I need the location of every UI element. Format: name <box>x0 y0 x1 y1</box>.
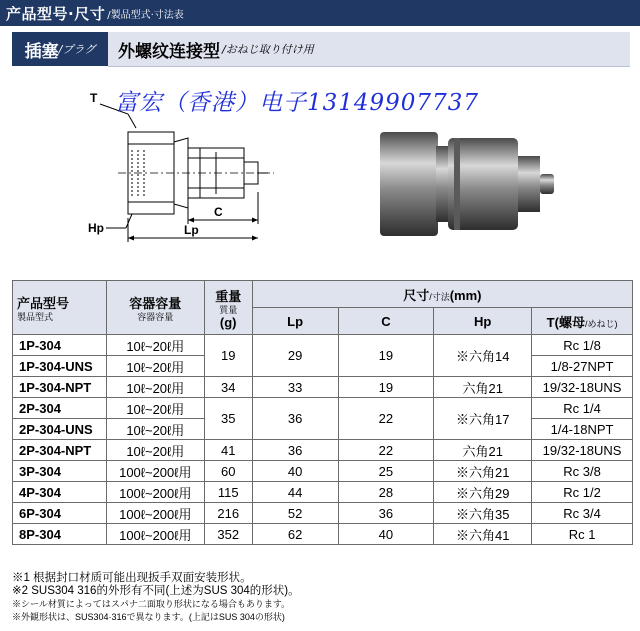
lp-cell: 36 <box>252 398 338 440</box>
capacity-cell: 10ℓ~20ℓ用 <box>106 419 204 440</box>
t-cell: Rc 3/4 <box>532 503 633 524</box>
section-header <box>12 32 630 66</box>
capacity-cell: 10ℓ~20ℓ用 <box>106 335 204 356</box>
footnote-4: ※外観形状は、SUS304·316で異なります。(上記はSUS 304の形状) <box>12 612 285 622</box>
header-dimensions: 尺寸/寸法(mm) <box>252 281 632 308</box>
model-cell: 8P-304 <box>13 524 107 545</box>
header-lp: Lp <box>252 308 338 335</box>
weight-cell: 41 <box>204 440 252 461</box>
c-cell: 25 <box>338 461 434 482</box>
drawing-label-hp: Hp <box>88 221 104 235</box>
c-cell: 28 <box>338 482 434 503</box>
section-type <box>108 32 630 67</box>
capacity-cell: 10ℓ~20ℓ用 <box>106 440 204 461</box>
lp-cell: 52 <box>252 503 338 524</box>
model-cell: 6P-304 <box>13 503 107 524</box>
header-c: C <box>338 308 434 335</box>
header-weight: 重量 質量 (g) <box>204 281 252 335</box>
model-cell: 1P-304-UNS <box>13 356 107 377</box>
weight-cell: 19 <box>204 335 252 377</box>
header-bar <box>0 0 640 26</box>
t-cell: 19/32-18UNS <box>532 377 633 398</box>
t-cell: 19/32-18UNS <box>532 440 633 461</box>
weight-cell: 60 <box>204 461 252 482</box>
weight-cell: 34 <box>204 377 252 398</box>
capacity-cell: 10ℓ~20ℓ用 <box>106 356 204 377</box>
footnote-1: ※1 根据封口材质可能出现扳手双面安装形状。 <box>12 572 252 584</box>
hp-cell: 六角21 <box>434 377 532 398</box>
capacity-cell: 100ℓ~200ℓ用 <box>106 503 204 524</box>
capacity-cell: 10ℓ~20ℓ用 <box>106 398 204 419</box>
model-cell: 2P-304-NPT <box>13 440 107 461</box>
section-category <box>12 32 108 66</box>
model-cell: 2P-304 <box>13 398 107 419</box>
capacity-cell: 10ℓ~20ℓ用 <box>106 377 204 398</box>
t-cell: 1/8-27NPT <box>532 356 633 377</box>
hp-cell: ※六角35 <box>434 503 532 524</box>
table-row <box>13 503 633 524</box>
header-title: 产品型号·尺寸 <box>6 4 106 23</box>
watermark-text: 富宏（香港）电子13149907737 <box>115 90 479 116</box>
section-category-sub: /プラグ <box>58 43 96 56</box>
weight-cell: 352 <box>204 524 252 545</box>
table-row <box>13 524 633 545</box>
c-cell: 19 <box>338 377 434 398</box>
drawing-label-c: C <box>214 205 223 219</box>
drawing-label-lp: Lp <box>184 223 199 237</box>
t-cell: Rc 1/4 <box>532 398 633 419</box>
weight-cell: 35 <box>204 398 252 440</box>
table-row <box>13 377 633 398</box>
c-cell: 22 <box>338 440 434 461</box>
model-cell: 2P-304-UNS <box>13 419 107 440</box>
table-row <box>13 482 633 503</box>
capacity-cell: 100ℓ~200ℓ用 <box>106 524 204 545</box>
model-cell: 4P-304 <box>13 482 107 503</box>
model-cell: 3P-304 <box>13 461 107 482</box>
lp-cell: 44 <box>252 482 338 503</box>
weight-cell: 216 <box>204 503 252 524</box>
lp-cell: 40 <box>252 461 338 482</box>
model-cell: 1P-304-NPT <box>13 377 107 398</box>
c-cell: 36 <box>338 503 434 524</box>
footnotes <box>12 572 632 624</box>
table-row <box>13 398 633 419</box>
header-t: T(螺母/めねじ) <box>532 308 633 335</box>
c-cell: 40 <box>338 524 434 545</box>
table-row <box>13 461 633 482</box>
t-cell: Rc 1 <box>532 524 633 545</box>
drawing-label-t: T <box>90 92 98 105</box>
hp-cell: 六角21 <box>434 440 532 461</box>
lp-cell: 29 <box>252 335 338 377</box>
hp-cell: ※六角29 <box>434 482 532 503</box>
hp-cell: ※六角21 <box>434 461 532 482</box>
plug-product-photo <box>370 118 570 248</box>
capacity-cell: 100ℓ~200ℓ用 <box>106 482 204 503</box>
t-cell: 1/4-18NPT <box>532 419 633 440</box>
model-cell: 1P-304 <box>13 335 107 356</box>
section-type-sub: /おねじ取り付け用 <box>222 43 314 56</box>
table-row <box>13 335 633 356</box>
t-cell: Rc 1/8 <box>532 335 633 356</box>
header-model: 产品型号 製品型式 <box>13 281 107 335</box>
header-capacity: 容器容量 容器容量 <box>106 281 204 335</box>
lp-cell: 36 <box>252 440 338 461</box>
header-subtitle: /製品型式·寸法表 <box>107 9 184 21</box>
weight-cell: 115 <box>204 482 252 503</box>
section-type-main: 外螺纹连接型 <box>118 41 220 62</box>
hp-cell: ※六角17 <box>434 398 532 440</box>
lp-cell: 33 <box>252 377 338 398</box>
capacity-cell: 100ℓ~200ℓ用 <box>106 461 204 482</box>
t-cell: Rc 3/8 <box>532 461 633 482</box>
table-row <box>13 440 633 461</box>
t-cell: Rc 1/2 <box>532 482 633 503</box>
hp-cell: ※六角41 <box>434 524 532 545</box>
header-hp: Hp <box>434 308 532 335</box>
c-cell: 19 <box>338 335 434 377</box>
c-cell: 22 <box>338 398 434 440</box>
footnote-3: ※シール材質によってはスパナ二面取り形状になる場合もあります。 <box>12 599 291 609</box>
footnote-2: ※2 SUS304 316的外形有不同(上述为SUS 304的形状)。 <box>12 585 300 597</box>
spec-table <box>12 280 633 545</box>
section-category-main: 插塞 <box>24 41 59 62</box>
lp-cell: 62 <box>252 524 338 545</box>
hp-cell: ※六角14 <box>434 335 532 377</box>
